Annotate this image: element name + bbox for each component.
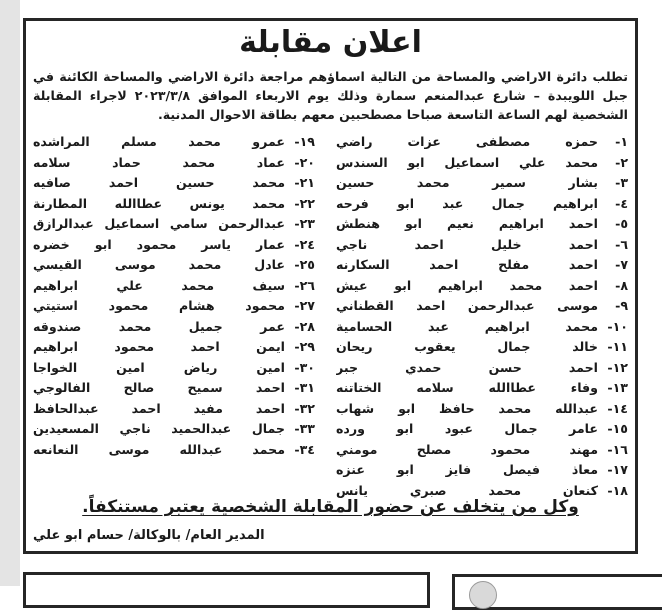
- person-name: بشار سمير محمد حسين: [336, 175, 598, 190]
- person-name: احمد مفيد احمد عبدالحافظ: [33, 400, 285, 416]
- person-name: وفاء عطاالله سلامه الختاتنه: [336, 380, 598, 395]
- person-name: احمد خليل احمد ناجي: [336, 236, 598, 252]
- item-number: ٣٤-: [294, 441, 315, 457]
- item-number: ٢٣-: [294, 216, 315, 231]
- person-name: محمد علي اسماعيل ابو السندس: [336, 154, 598, 170]
- person-name: عامر جمال عبود ابو ورده: [336, 421, 598, 436]
- person-name: عبدالرحمن سامي اسماعيل عبدالرازق: [33, 216, 285, 231]
- list-item: [336, 298, 628, 319]
- person-name: كنعان محمد صبري يانس: [336, 482, 598, 498]
- person-name: محمد يونس عطاالله المطارنة: [33, 195, 285, 211]
- page-gutter: [0, 0, 20, 586]
- person-name: عبدالله محمد حافظ ابو شهاب: [336, 400, 598, 416]
- person-name: ابراهيم جمال عبد ابو فرحه: [336, 195, 598, 211]
- person-name: احمد حسن حمدي جبر: [336, 359, 598, 375]
- person-name: معاذ فيصل فايز ابو عنزه: [336, 462, 598, 477]
- person-name: عمر جميل محمد صندوقه: [33, 318, 285, 334]
- item-number: ١٣-: [607, 380, 628, 395]
- list-item: [336, 278, 628, 299]
- item-number: ٤-: [615, 195, 628, 211]
- list-item: [336, 257, 628, 278]
- list-item: [336, 401, 628, 422]
- item-number: ٧-: [615, 257, 628, 272]
- item-number: ١٥-: [607, 421, 628, 436]
- item-number: ١٨-: [607, 482, 628, 498]
- person-name: احمد سميح صالح الفالوجي: [33, 380, 285, 395]
- item-number: ٥-: [615, 216, 628, 231]
- item-number: ٣١-: [294, 380, 315, 395]
- names-list-left: [33, 134, 315, 462]
- list-item: [33, 339, 315, 360]
- item-number: ١٤-: [607, 400, 628, 416]
- list-item: [336, 360, 628, 381]
- person-name: عادل محمد موسى القيسي: [33, 257, 285, 272]
- list-item: [33, 155, 315, 176]
- list-item: [336, 196, 628, 217]
- item-number: ٢٥-: [294, 257, 315, 272]
- next-ad-box: [23, 572, 430, 608]
- item-number: ١٠-: [607, 318, 628, 334]
- person-name: ايمن احمد محمود ابراهيم: [33, 339, 285, 354]
- person-name: جمال عبدالحميد ناجي المسعيدين: [33, 421, 285, 436]
- item-number: ٢٧-: [294, 298, 315, 313]
- list-item: [33, 175, 315, 196]
- person-name: احمد محمد ابراهيم ابو عيش: [336, 277, 598, 293]
- person-name: احمد ابراهيم نعيم ابو هنطش: [336, 216, 598, 231]
- interview-announcement-box: [23, 18, 638, 554]
- item-number: ٣٠-: [294, 359, 315, 375]
- list-item: [33, 442, 315, 463]
- person-name: عمرو محمد مسلم المراشده: [33, 134, 285, 149]
- item-number: ٩-: [615, 298, 628, 313]
- list-item: [336, 237, 628, 258]
- list-item: [33, 360, 315, 381]
- person-name: محمود هشام محمود استيتي: [33, 298, 285, 313]
- list-item: [33, 401, 315, 422]
- item-number: ٢٦-: [294, 277, 315, 293]
- item-number: ١١-: [607, 339, 628, 354]
- list-item: [33, 380, 315, 401]
- signature: المدير العام/ بالوكالة/ حسام ابو علي: [33, 528, 265, 543]
- person-name: احمد مفلح احمد السكارنه: [336, 257, 598, 272]
- list-item: [33, 196, 315, 217]
- item-number: ١-: [615, 134, 628, 149]
- list-item: [336, 155, 628, 176]
- list-item: [33, 134, 315, 155]
- item-number: ٣٣-: [294, 421, 315, 436]
- person-name: حمزه مصطفى عزات راضي: [336, 134, 598, 149]
- list-item: [336, 421, 628, 442]
- list-item: [33, 237, 315, 258]
- person-name: خالد جمال يعقوب ريحان: [336, 339, 598, 354]
- person-name: موسى عبدالرحمن احمد القطناني: [336, 298, 598, 313]
- list-item: [33, 216, 315, 237]
- item-number: ٢٢-: [294, 195, 315, 211]
- list-item: [336, 175, 628, 196]
- names-list-right: [336, 134, 628, 503]
- announcement-title: اعلان مقابلة: [239, 25, 422, 60]
- item-number: ١٢-: [607, 359, 628, 375]
- item-number: ٢٩-: [294, 339, 315, 354]
- list-item: [33, 298, 315, 319]
- item-number: ١٧-: [607, 462, 628, 477]
- closing-statement: [26, 497, 635, 517]
- person-name: امين رياض امين الخواجا: [33, 359, 285, 375]
- person-name: عماد محمد حماد سلامه: [33, 154, 285, 170]
- item-number: ٢٠-: [294, 154, 315, 170]
- list-item: [336, 339, 628, 360]
- list-item: [33, 319, 315, 340]
- list-item: [33, 278, 315, 299]
- item-number: ٨-: [615, 277, 628, 293]
- item-number: ١٦-: [607, 441, 628, 457]
- item-number: ١٩-: [294, 134, 315, 149]
- person-name: محمد حسين احمد صافيه: [33, 175, 285, 190]
- item-number: ٢١-: [294, 175, 315, 190]
- adjacent-ad-box: [452, 574, 662, 610]
- item-number: ٣-: [615, 175, 628, 190]
- item-number: ٢-: [615, 154, 628, 170]
- announcement-intro: تطلب دائرة الاراضي والمساحة من التالية اسماؤهم مراجعة دائرة الاراضي والمساحة الكائنة في جبل اللويبدة – شارع عبدالمنعم سمارة وذلك يوم الاربعاء الموافق ٢٠٢٣/٣/٨ لاجراء المقابلة الشخصية لهم الساعة التاسعة صباحا مصطحبين معهم بطاقة الاحوال المدنية.: [33, 69, 628, 122]
- list-item: [336, 462, 628, 483]
- item-number: ٦-: [615, 236, 628, 252]
- list-item: [336, 134, 628, 155]
- seal-icon: [469, 581, 497, 609]
- person-name: مهند محمود مصلح مومني: [336, 441, 598, 457]
- list-item: [33, 421, 315, 442]
- person-name: سيف محمد علي ابراهيم: [33, 277, 285, 293]
- list-item: [336, 442, 628, 463]
- item-number: ٢٨-: [294, 318, 315, 334]
- person-name: عمار ياسر محمود ابو خضره: [33, 236, 285, 252]
- closing-text: وكل من يتخلف عن حضور المقابلة الشخصية يعتبر مستنكفاً.: [82, 497, 579, 517]
- list-item: [336, 380, 628, 401]
- list-item: [336, 216, 628, 237]
- list-item: [336, 319, 628, 340]
- item-number: ٢٤-: [294, 236, 315, 252]
- item-number: ٣٢-: [294, 400, 315, 416]
- list-item: [33, 257, 315, 278]
- person-name: محمد ابراهيم عبد الحسامية: [336, 318, 598, 334]
- person-name: محمد عبدالله موسى النعانعه: [33, 441, 285, 457]
